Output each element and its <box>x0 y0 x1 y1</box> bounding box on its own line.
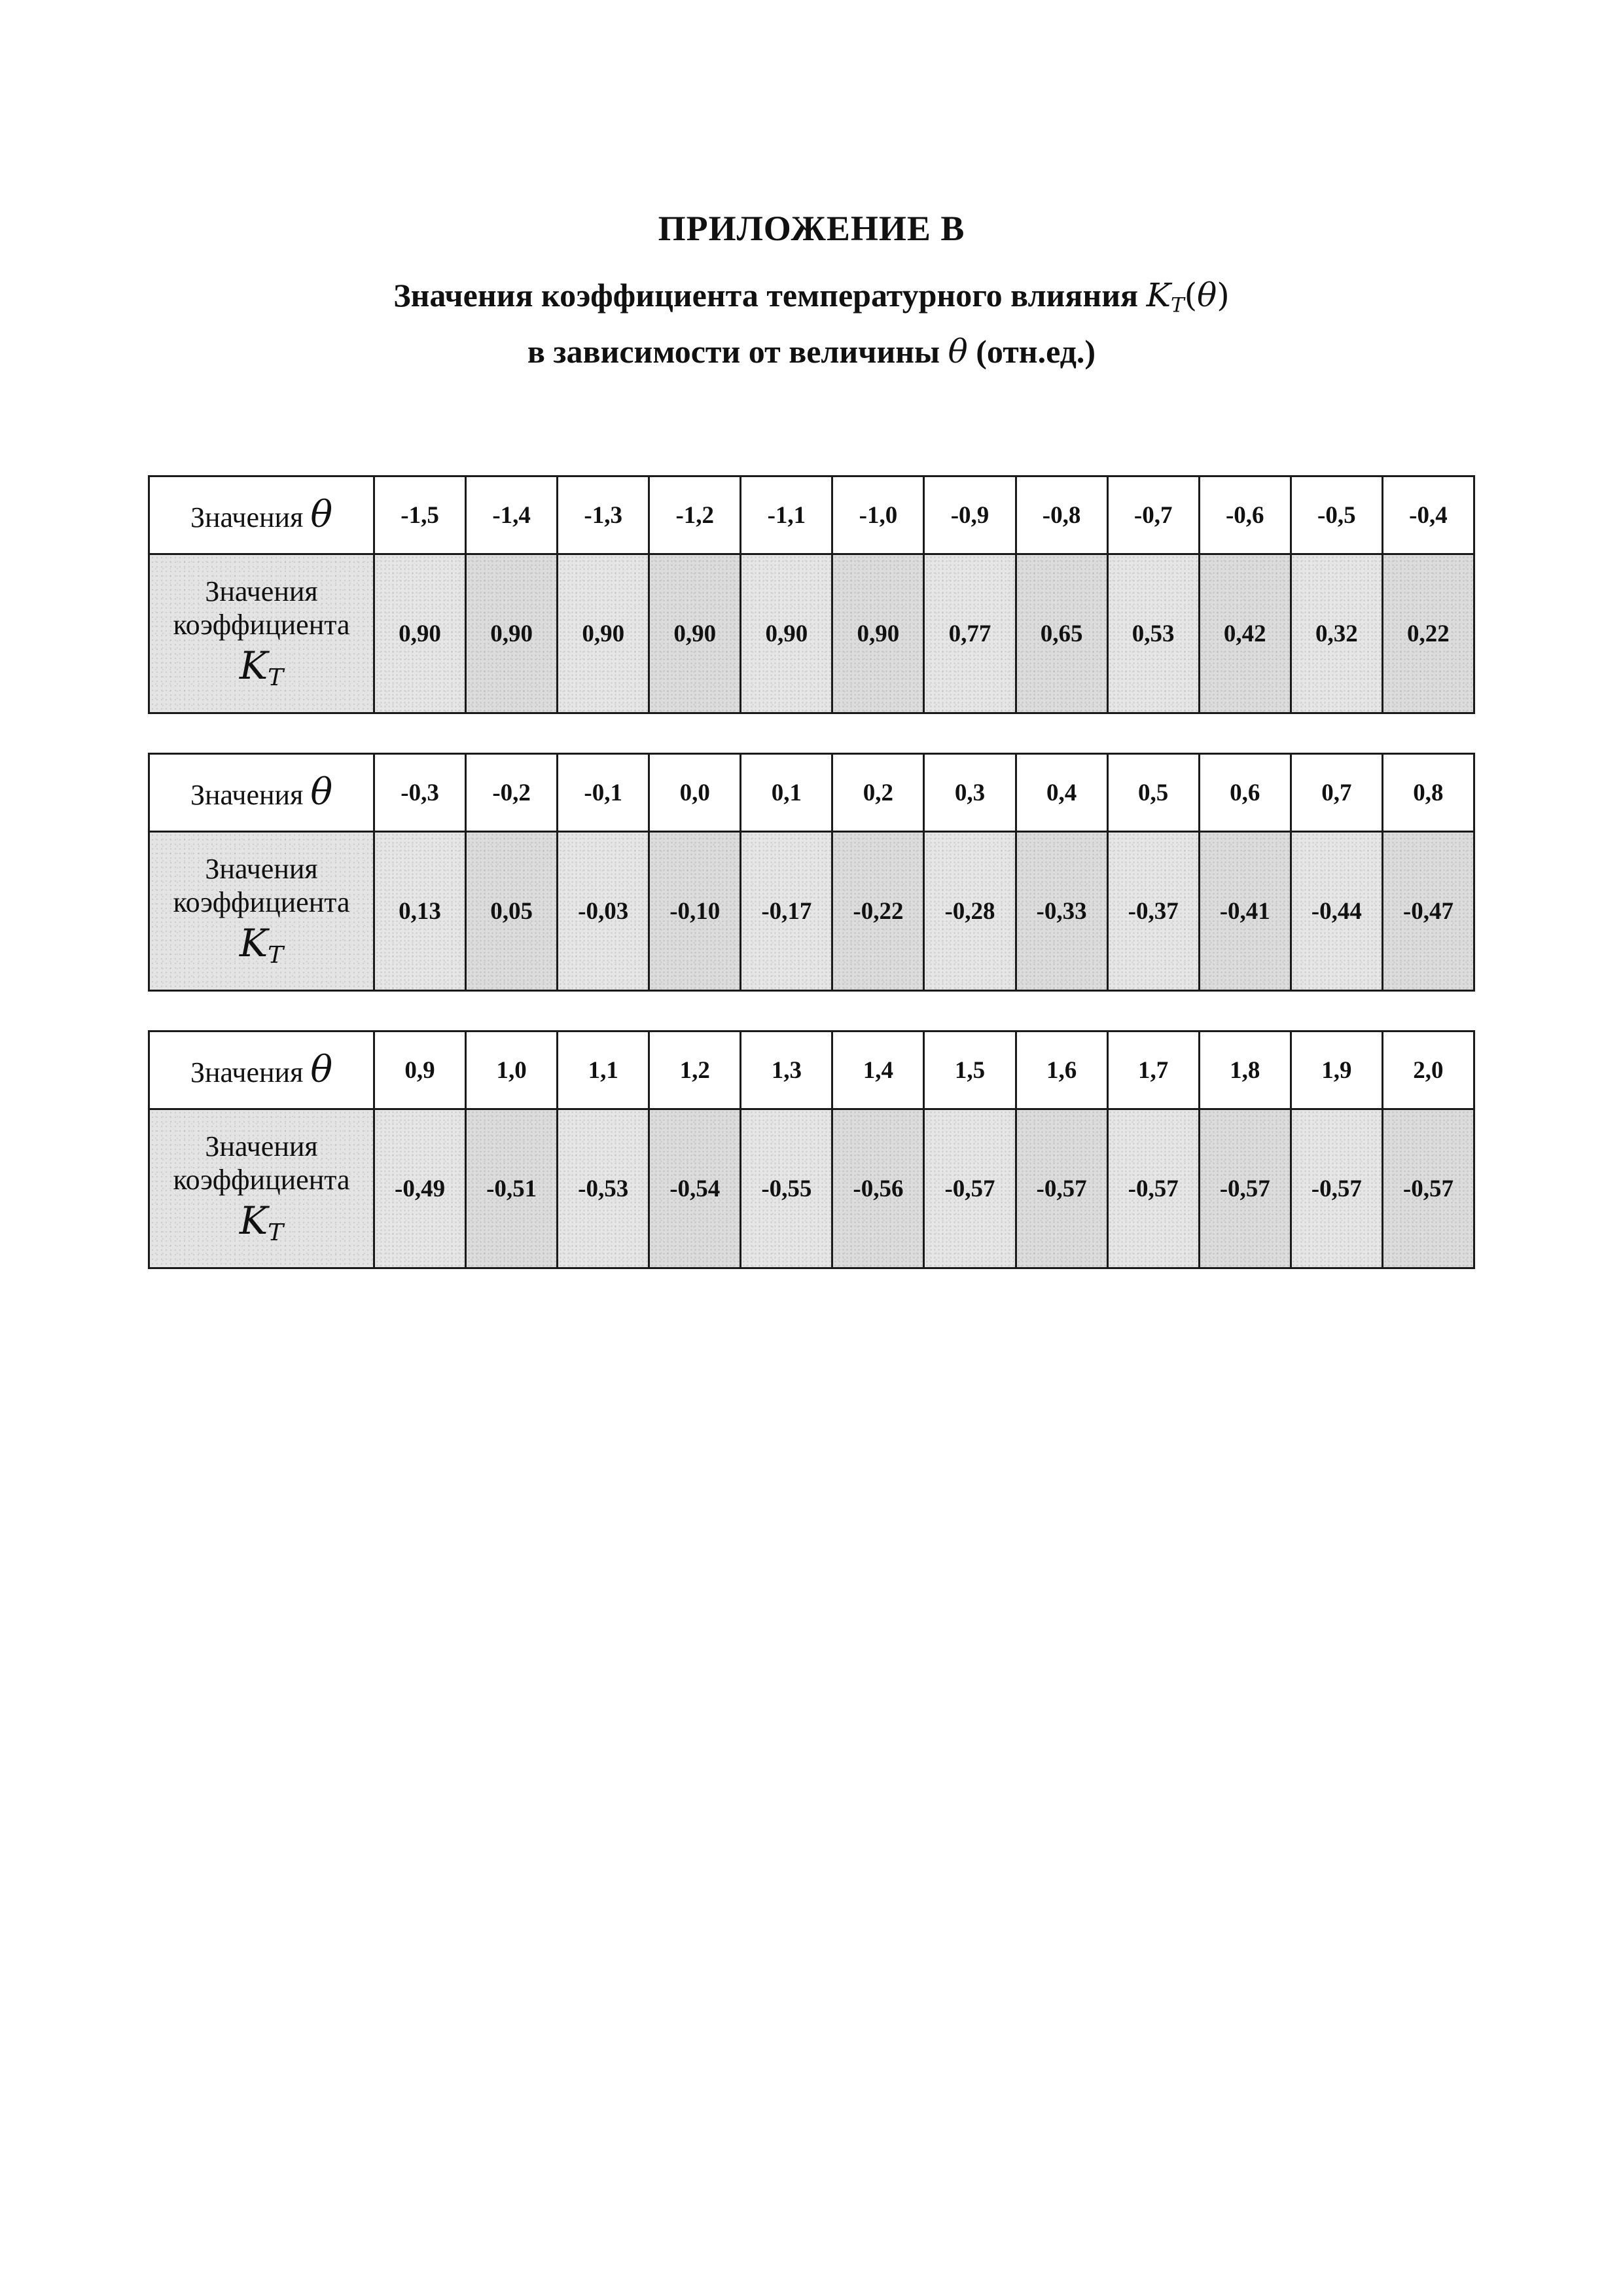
kt-value-cell: 0,32 <box>1291 554 1382 713</box>
kt-value-cell: 0,13 <box>374 832 466 991</box>
theta-value-cell: 0,7 <box>1291 754 1382 832</box>
theta-value-cell: 1,8 <box>1199 1031 1291 1109</box>
theta-value-cell: 0,1 <box>741 754 832 832</box>
theta-symbol: θ <box>948 332 968 370</box>
kt-value-cell: -0,51 <box>466 1109 558 1268</box>
theta-value-cell: -1,2 <box>649 476 741 554</box>
theta-value-cell: 1,6 <box>1016 1031 1107 1109</box>
kt-value-cell: -0,57 <box>1016 1109 1107 1268</box>
kt-row <box>149 1109 1474 1268</box>
kt-value-cell: -0,55 <box>741 1109 832 1268</box>
kt-value-cell: -0,47 <box>1382 832 1474 991</box>
subtitle-line-2-suffix: (отн.ед.) <box>976 333 1096 370</box>
kt-label-line-2: коэффициента <box>173 886 350 918</box>
kt-value-cell: 0,22 <box>1382 554 1474 713</box>
theta-value-cell: -0,1 <box>558 754 649 832</box>
theta-value-cell: -1,1 <box>741 476 832 554</box>
subtitle-line-2-prefix: в зависимости от величины <box>527 333 940 370</box>
theta-value-cell: 1,1 <box>558 1031 649 1109</box>
kt-value-cell: -0,17 <box>741 832 832 991</box>
theta-label-text: Значения <box>190 1056 304 1088</box>
kt-value-cell: -0,57 <box>1107 1109 1199 1268</box>
theta-label-symbol: θ <box>310 770 333 814</box>
subtitle-line-1 <box>0 276 1623 317</box>
theta-value-cell: -0,2 <box>466 754 558 832</box>
kt-label-symbol: $K_T$ <box>239 921 284 969</box>
kt-value-cell: -0,53 <box>558 1109 649 1268</box>
theta-value-cell: 1,3 <box>741 1031 832 1109</box>
subtitle-line-2 <box>0 332 1623 370</box>
kt-label-symbol: $K_T$ <box>239 1198 284 1247</box>
kt-table-1 <box>148 475 1475 714</box>
kt-value-cell: -0,57 <box>1382 1109 1474 1268</box>
theta-value-cell: -0,9 <box>924 476 1016 554</box>
kt-value-cell: -0,57 <box>924 1109 1016 1268</box>
kt-value-cell: 0,90 <box>374 554 466 713</box>
kt-value-cell: 0,42 <box>1199 554 1291 713</box>
theta-row <box>149 754 1474 832</box>
theta-row-label <box>149 476 374 554</box>
kt-row <box>149 832 1474 991</box>
kt-value-cell: 0,77 <box>924 554 1016 713</box>
theta-value-cell: -0,5 <box>1291 476 1382 554</box>
kt-value-cell: -0,22 <box>832 832 924 991</box>
kt-value-cell: -0,37 <box>1107 832 1199 991</box>
theta-value-cell: -0,8 <box>1016 476 1107 554</box>
theta-value-cell: 1,9 <box>1291 1031 1382 1109</box>
kt-value-cell: 0,90 <box>741 554 832 713</box>
theta-value-cell: -1,0 <box>832 476 924 554</box>
kt-value-cell: 0,90 <box>832 554 924 713</box>
theta-row <box>149 476 1474 554</box>
kt-value-cell: -0,57 <box>1291 1109 1382 1268</box>
kt-value-cell: 0,90 <box>558 554 649 713</box>
theta-label-text: Значения <box>190 778 304 811</box>
kt-value-cell: -0,57 <box>1199 1109 1291 1268</box>
theta-value-cell: 1,4 <box>832 1031 924 1109</box>
kt-row-label <box>149 554 374 713</box>
kt-value-cell: -0,10 <box>649 832 741 991</box>
theta-label-text: Значения <box>190 501 304 533</box>
theta-value-cell: 2,0 <box>1382 1031 1474 1109</box>
kt-table-3 <box>148 1030 1475 1269</box>
appendix-title: ПРИЛОЖЕНИЕ В <box>658 209 965 248</box>
kt-value-cell: -0,33 <box>1016 832 1107 991</box>
theta-value-cell: 0,5 <box>1107 754 1199 832</box>
kt-value-cell: -0,41 <box>1199 832 1291 991</box>
kt-value-cell: -0,49 <box>374 1109 466 1268</box>
kt-row-label <box>149 1109 374 1268</box>
kt-value-cell: -0,54 <box>649 1109 741 1268</box>
theta-value-cell: 0,3 <box>924 754 1016 832</box>
theta-value-cell: 0,8 <box>1382 754 1474 832</box>
theta-value-cell: 1,2 <box>649 1031 741 1109</box>
theta-value-cell: -0,3 <box>374 754 466 832</box>
theta-row <box>149 1031 1474 1109</box>
kt-label-line-1: Значения <box>205 853 318 886</box>
kt-row-label <box>149 832 374 991</box>
theta-row-label <box>149 754 374 832</box>
kt-value-cell: -0,44 <box>1291 832 1382 991</box>
theta-value-cell: -1,4 <box>466 476 558 554</box>
theta-value-cell: 1,7 <box>1107 1031 1199 1109</box>
kt-value-cell: 0,05 <box>466 832 558 991</box>
kt-theta-symbol: $K_T(\theta)$ <box>1146 276 1230 317</box>
kt-label-line-2: коэффициента <box>173 608 350 641</box>
theta-value-cell: -1,5 <box>374 476 466 554</box>
kt-label-line-2: коэффициента <box>173 1163 350 1196</box>
theta-value-cell: 0,9 <box>374 1031 466 1109</box>
theta-value-cell: -0,6 <box>1199 476 1291 554</box>
kt-value-cell: 0,90 <box>649 554 741 713</box>
subtitle-line-1-text: Значения коэффициента температурного влияния <box>393 277 1139 314</box>
kt-value-cell: 0,53 <box>1107 554 1199 713</box>
theta-value-cell: -0,7 <box>1107 476 1199 554</box>
theta-value-cell: 1,0 <box>466 1031 558 1109</box>
theta-row-label <box>149 1031 374 1109</box>
kt-table-2 <box>148 753 1475 992</box>
kt-value-cell: -0,56 <box>832 1109 924 1268</box>
kt-value-cell: 0,65 <box>1016 554 1107 713</box>
theta-value-cell: 0,4 <box>1016 754 1107 832</box>
theta-value-cell: 0,0 <box>649 754 741 832</box>
kt-label-line-1: Значения <box>205 575 318 608</box>
theta-value-cell: -0,4 <box>1382 476 1474 554</box>
kt-row <box>149 554 1474 713</box>
theta-value-cell: 1,5 <box>924 1031 1016 1109</box>
kt-value-cell: -0,03 <box>558 832 649 991</box>
theta-label-symbol: θ <box>310 493 333 536</box>
kt-label-symbol: $K_T$ <box>239 643 284 692</box>
theta-label-symbol: θ <box>310 1048 333 1091</box>
theta-value-cell: 0,6 <box>1199 754 1291 832</box>
kt-value-cell: -0,28 <box>924 832 1016 991</box>
theta-value-cell: 0,2 <box>832 754 924 832</box>
kt-label-line-1: Значения <box>205 1130 318 1163</box>
kt-value-cell: 0,90 <box>466 554 558 713</box>
theta-value-cell: -1,3 <box>558 476 649 554</box>
